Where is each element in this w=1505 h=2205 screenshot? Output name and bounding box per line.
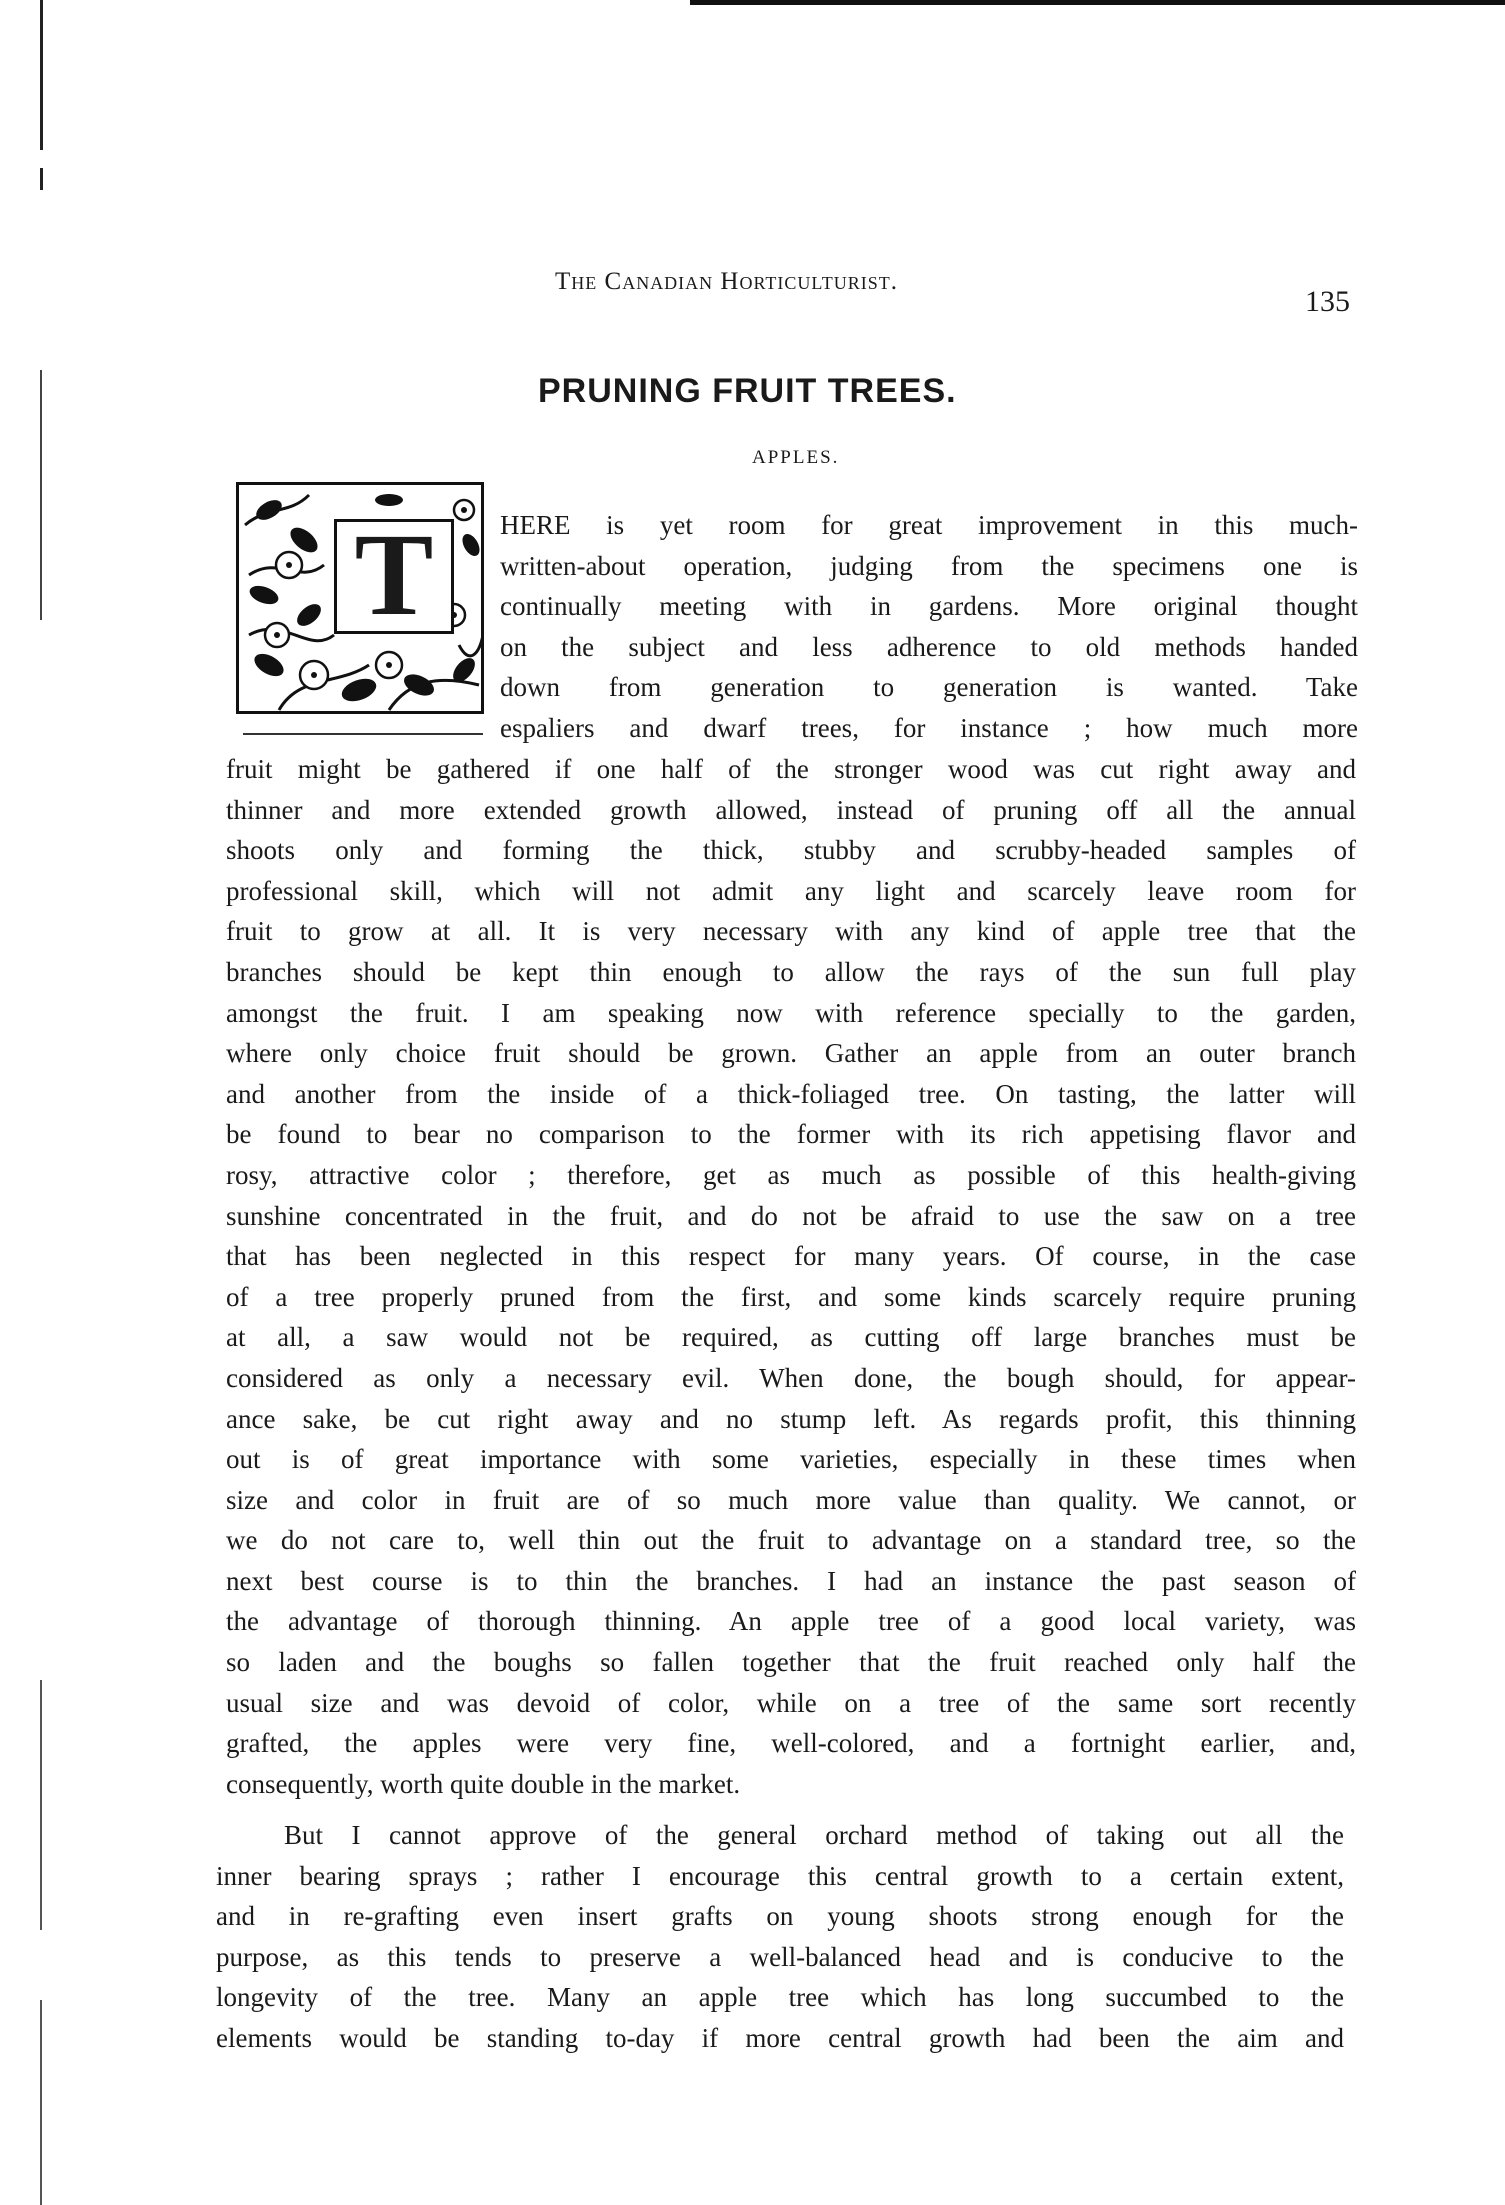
section-subhead: APPLES. [752,447,840,468]
drop-cap-frame [334,509,454,640]
text-line: fruit to grow at all. It is very necessary with any kind of apple tree that the [226,916,1356,947]
text-line: rosy, attractive color ; therefore, get as much as possible of this health-giving [226,1159,1356,1190]
text-line: HERE is yet room for great improvement in this much- [500,510,1358,540]
text-line: of a tree properly pruned from the first, and some kinds scarcely require pruning [226,1281,1356,1312]
scan-edge-left [40,0,43,150]
text-line: and another from the inside of a thick-foliaged tree. On tasting, the latter will [226,1078,1356,1109]
paragraph-1-opening [500,505,1358,749]
paragraph-2 [216,1815,1344,2059]
text-line: elements would be standing to-day if more central growth had been the aim and [216,2022,1344,2053]
text-line: we do not care to, well thin out the fruit to advantage on a standard tree, so the [226,1525,1356,1556]
text-line: thinner and more extended growth allowed, instead of pruning off all the annual [226,794,1356,825]
text-line: fruit might be gathered if one half of the stronger wood was cut right away and [226,754,1356,784]
scan-edge-left [40,1680,42,1930]
text-line: But I cannot approve of the general orchard method of taking out all the [284,1820,1344,1850]
drop-cap-rule [243,733,483,735]
text-line: professional skill, which will not admit any light and scarcely leave room for [226,875,1356,906]
text-line: espaliers and dwarf trees, for instance ; how much more [500,712,1358,743]
text-line: consequently, worth quite double in the market. [226,1768,741,1799]
text-line: and in re-grafting even insert grafts on young shoots strong enough for the [216,1901,1344,1932]
text-line: the advantage of thorough thinning. An apple tree of a good local variety, was [226,1606,1356,1637]
text-line: considered as only a necessary evil. When done, the bough should, for appear- [226,1362,1356,1393]
text-line: at all, a saw would not be required, as cutting off large branches must be [226,1322,1356,1353]
article-title: PRUNING FRUIT TREES. [538,372,957,410]
drop-cap [236,482,484,714]
text-line: ance sake, be cut right away and no stump left. As regards profit, this thinning [226,1403,1356,1434]
paragraph-1-body [226,749,1356,1804]
text-line: shoots only and forming the thick, stubby and scrubby-headed samples of [226,835,1356,866]
drop-cap-letter: T [354,509,434,640]
scan-edge-left [40,2000,42,2205]
text-line: sunshine concentrated in the fruit, and do not be afraid to use the saw on a tree [226,1200,1356,1231]
text-line: purpose, as this tends to preserve a well-balanced head and is conducive to the [216,1941,1344,1972]
text-line: amongst the fruit. I am speaking now with reference specially to the garden, [226,997,1356,1028]
scan-edge-top [690,0,1505,5]
text-line: longevity of the tree. Many an apple tree which has long succumbed to the [216,1982,1344,2013]
text-line: on the subject and less adherence to old methods handed [500,631,1358,662]
text-line: usual size and was devoid of color, while on a tree of the same sort recently [226,1687,1356,1718]
text-line: so laden and the boughs so fallen together that the fruit reached only half the [226,1647,1356,1678]
text-line: out is of great importance with some varieties, especially in these times when [226,1444,1356,1475]
text-line: inner bearing sprays ; rather I encourage this central growth to a certain extent, [216,1860,1344,1891]
text-line: continually meeting with in gardens. More original thought [500,591,1358,622]
text-line: written-about operation, judging from the specimens one is [500,550,1358,581]
page-number: 135 [1305,285,1350,318]
running-head: The Canadian Horticulturist. [555,268,898,295]
text-line: grafted, the apples were very fine, well-colored, and a fortnight earlier, and, [226,1728,1356,1759]
text-line: that has been neglected in this respect for many years. Of course, in the case [226,1241,1356,1272]
scan-edge-left [40,370,42,620]
text-line: down from generation to generation is wanted. Take [500,672,1358,703]
text-line: next best course is to thin the branches. I had an instance the past season of [226,1565,1356,1596]
text-line: size and color in fruit are of so much more value than quality. We cannot, or [226,1484,1356,1515]
text-line: where only choice fruit should be grown. Gather an apple from an outer branch [226,1038,1356,1069]
text-line: branches should be kept thin enough to allow the rays of the sun full play [226,956,1356,987]
text-line: be found to bear no comparison to the former with its rich appetising flavor and [226,1119,1356,1150]
scan-edge-left [40,168,43,190]
